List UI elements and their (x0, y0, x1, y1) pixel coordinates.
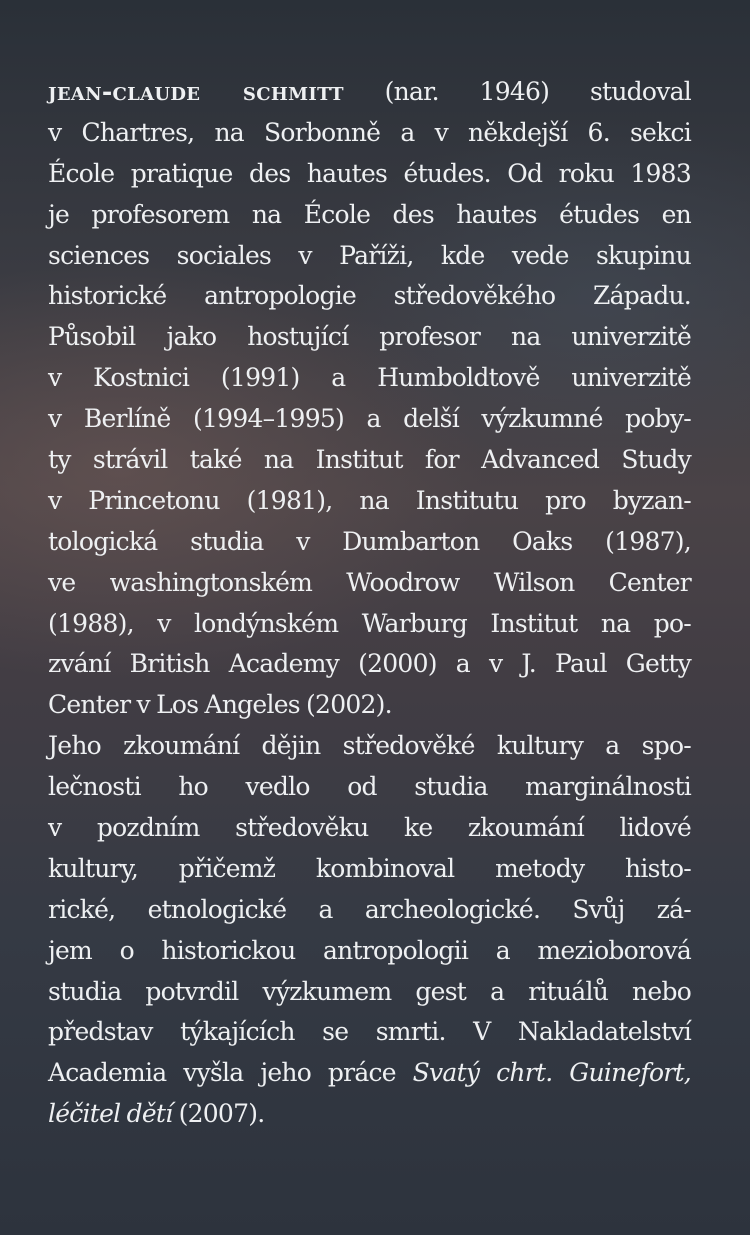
bio-line-15: zvání British Academy (2000) a v J. Paul Getty (48, 649, 691, 679)
bio-line-18: lečnosti ho vedlo od studia marginálnosti (48, 772, 691, 802)
book-title-continued: léčitel dětí (48, 1099, 173, 1129)
bio-line-3: École pratique des hautes études. Od roku 1983 (48, 158, 691, 188)
bio-line-6: historické antropologie středověkého Západu. (48, 281, 691, 311)
bio-line-22: jem o historickou antropologii a mezioborová (48, 935, 691, 965)
bio-line-10: ty strávil také na Institut for Advanced Study (48, 445, 691, 475)
bio-line-24: představ týkajících se smrti. V Nakladatelství (48, 1017, 691, 1047)
bio-line-8: v Kostnici (1991) a Humboldtově univerzitě (48, 363, 691, 393)
author-name: jean-claude schmitt (48, 77, 344, 106)
bio-line-5: sciences sociales v Paříži, kde vede skupinu (48, 240, 691, 270)
bio-line-19: v pozdním středověku ke zkoumání lidové (48, 813, 691, 843)
author-biography (48, 72, 691, 1135)
bio-line-2: v Chartres, na Sorbonně a v někdejší 6. sekci (48, 117, 691, 147)
bio-line-23: studia potvrdil výzkumem gest a rituálů nebo (48, 976, 691, 1006)
bio-line-4: je profesorem na École des hautes études en (48, 199, 691, 229)
bio-line-21: rické, etnologické a archeologické. Svůj zá- (48, 894, 691, 924)
bio-line-25: Academia vyšla jeho práce Svatý chrt. Guinefort, (48, 1058, 691, 1088)
bio-line-9: v Berlíně (1994–1995) a delší výzkumné poby- (48, 404, 691, 434)
book-title: Svatý chrt. Guinefort, (412, 1058, 691, 1088)
bio-line-20: kultury, přičemž kombinoval metody histo- (48, 853, 691, 883)
bio-line-1: jean-claude schmitt (nar. 1946) studoval (48, 77, 692, 106)
bio-line-13: ve washingtonském Woodrow Wilson Center (48, 567, 691, 597)
bio-line-16: Center v Los Angeles (2002). (48, 690, 392, 720)
bio-line-14: (1988), v londýnském Warburg Institut na po- (48, 608, 691, 638)
bio-line-11: v Princetonu (1981), na Institutu pro byzan- (48, 485, 691, 515)
bio-line-26: léčitel dětí (2007). (48, 1099, 265, 1129)
bio-line-12: tologická studia v Dumbarton Oaks (1987), (48, 526, 691, 556)
bio-line-7: Působil jako hostující profesor na univerzitě (48, 322, 691, 352)
bio-line-17: Jeho zkoumání dějin středověké kultury a spo- (48, 731, 691, 761)
